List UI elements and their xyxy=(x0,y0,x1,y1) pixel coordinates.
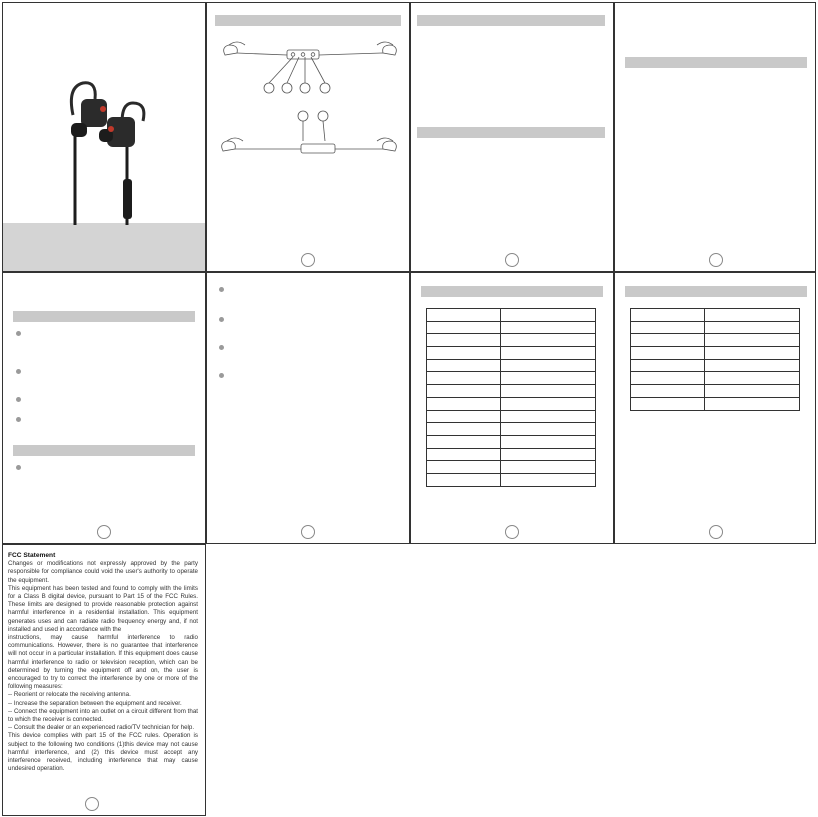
bullet-dot xyxy=(219,317,224,322)
page-number-circle xyxy=(301,253,315,267)
table-row xyxy=(427,423,596,436)
instructions-panel-3 xyxy=(410,2,614,272)
specifications-panel xyxy=(410,272,614,544)
fcc-paragraph: Changes or modifications not expressly approved by the party responsible for compliance could void the user's authority to operate the equipment. xyxy=(8,560,198,584)
table-row xyxy=(427,461,596,474)
table-row xyxy=(427,473,596,486)
table-row xyxy=(427,359,596,372)
page-number-circle xyxy=(709,525,723,539)
fcc-statement xyxy=(8,552,198,773)
table-row xyxy=(631,372,800,385)
panel-header-bar xyxy=(421,286,603,297)
panel-section-bar xyxy=(625,57,807,68)
table-row xyxy=(631,385,800,398)
table-row xyxy=(427,410,596,423)
table-row xyxy=(427,347,596,360)
table-row xyxy=(427,435,596,448)
table-row xyxy=(427,321,596,334)
bullet-dot xyxy=(219,287,224,292)
bullet-dot xyxy=(16,369,21,374)
table-row xyxy=(631,334,800,347)
bullet-dot xyxy=(16,465,21,470)
spec-table xyxy=(426,308,596,487)
fcc-title: FCC Statement xyxy=(8,552,56,559)
table-row xyxy=(427,397,596,410)
page-number-circle xyxy=(97,525,111,539)
bullet-dot xyxy=(16,331,21,336)
instructions-panel-4 xyxy=(614,2,816,272)
bullet-dot xyxy=(219,373,224,378)
parts-diagram-panel xyxy=(206,2,410,272)
table-row xyxy=(631,309,800,322)
specifications-panel-2 xyxy=(614,272,816,544)
panel-section-bar xyxy=(13,311,195,322)
table-row xyxy=(631,397,800,410)
panel-section-bar xyxy=(13,445,195,456)
bullet-dot xyxy=(16,397,21,402)
table-row xyxy=(427,448,596,461)
notes-panel-6 xyxy=(206,272,410,544)
panel-header-bar xyxy=(417,15,605,26)
fcc-paragraph: -- Reorient or relocate the receiving antenna. xyxy=(8,691,131,699)
panel-section-bar xyxy=(417,127,605,138)
fcc-paragraph: instructions, may cause harmful interference to radio communications. However, there is no guarantee that interference will not occur in a particular installation. If this equipment does cause harmful interference to radio or television reception, which can be determined by turning the equipment off and on, the user is encouraged to try to correct the interference by one or more of the following measures: xyxy=(8,634,198,691)
page-number-circle xyxy=(505,525,519,539)
page-number-circle xyxy=(85,797,99,811)
table-row xyxy=(631,347,800,360)
bullet-dot xyxy=(16,417,21,422)
earphones-diagram xyxy=(207,33,410,233)
panel-header-bar xyxy=(625,286,807,297)
table-row xyxy=(631,321,800,334)
table-row xyxy=(427,334,596,347)
table-row xyxy=(427,309,596,322)
page-number-circle xyxy=(505,253,519,267)
fcc-paragraph: -- Connect the equipment into an outlet on a circuit different from that to which the receiver is connected. xyxy=(8,707,198,724)
table-row xyxy=(631,359,800,372)
panel-header-bar xyxy=(215,15,401,26)
bullet-dot xyxy=(219,345,224,350)
page-number-circle xyxy=(301,525,315,539)
fcc-paragraph: -- Increase the separation between the equipment and receiver. xyxy=(8,699,182,707)
table-row xyxy=(427,385,596,398)
spec-table xyxy=(630,308,800,411)
fcc-paragraph: -- Consult the dealer or an experienced radio/TV technician for help. xyxy=(8,724,195,732)
table-row xyxy=(427,372,596,385)
notes-panel-5 xyxy=(2,272,206,544)
page-number-circle xyxy=(709,253,723,267)
product-photo-panel xyxy=(2,2,206,272)
fcc-paragraph: This equipment has been tested and found to comply with the limits for a Class B digital device, pursuant to Part 15 of the FCC Rules. These limits are designed to provide reasonable protection against harmful interference in a residential installation. This equipment generates uses and can radiate radio frequency energy and, if not installed and used in accordance with the xyxy=(8,584,198,633)
fcc-paragraph: This device complies with part 15 of the FCC rules. Operation is subject to the following two conditions (1)this device may not cause harmful interference, and (2) this device must accept any interference received, including interference that may cause undesired operation. xyxy=(8,732,198,773)
earphones-photo xyxy=(3,3,206,272)
